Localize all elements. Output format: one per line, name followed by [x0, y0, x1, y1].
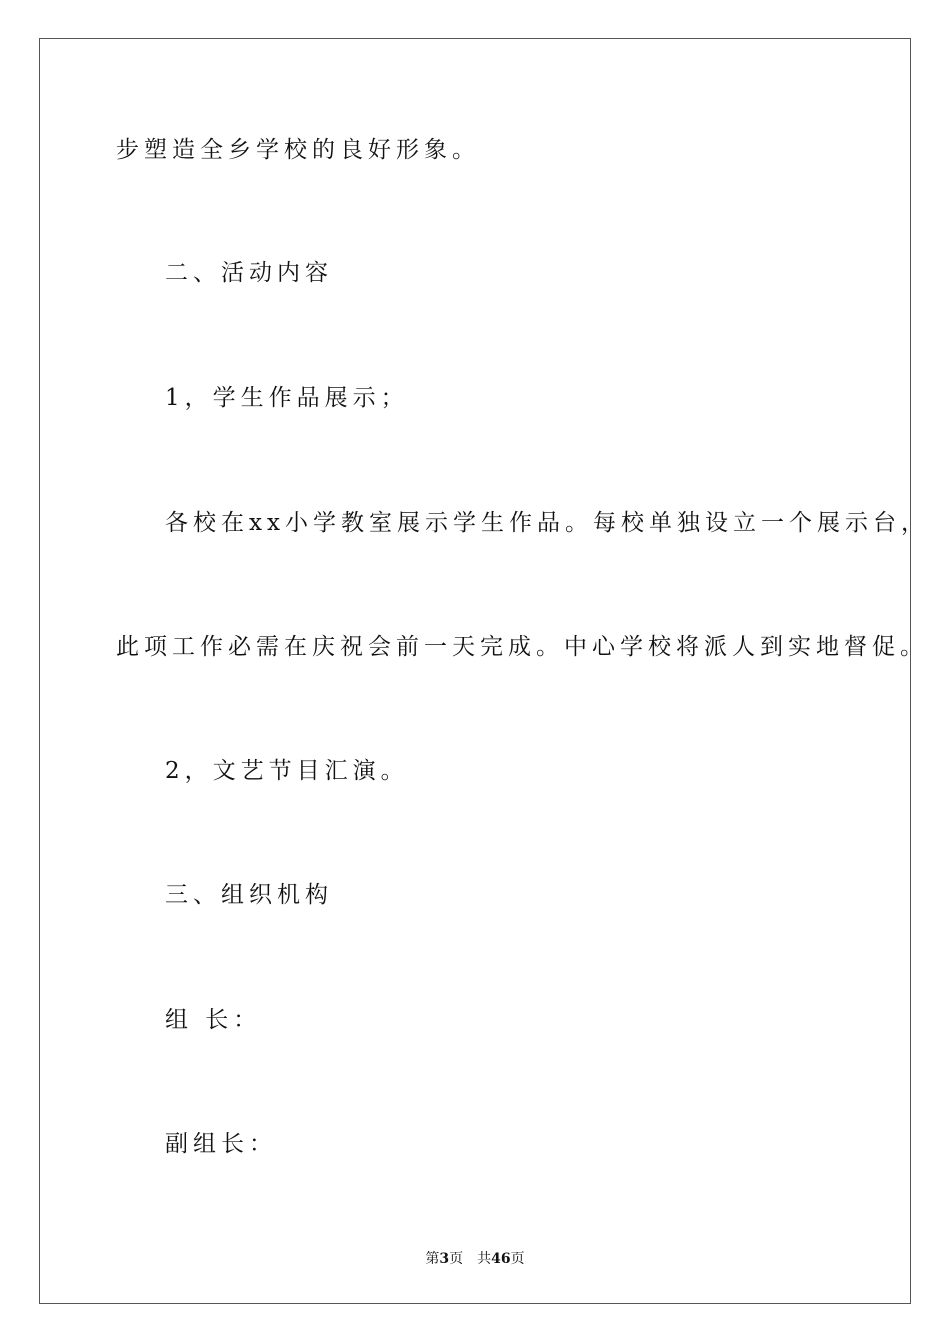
role-label: 组 长： — [165, 1007, 262, 1033]
body-text-line: 步塑造全乡学校的良好形象。 — [116, 137, 480, 163]
page-suffix: 页 — [449, 1251, 464, 1267]
page-prefix: 第 — [425, 1251, 440, 1267]
role-label: 副组长： — [165, 1131, 277, 1157]
page-footer — [0, 1248, 950, 1268]
list-item-heading: 1，学生作品展示； — [165, 385, 409, 411]
page-frame — [39, 38, 911, 1304]
list-item-heading: 2，文艺节目汇演。 — [165, 758, 409, 784]
section-heading: 三、组织机构 — [165, 882, 333, 908]
total-pages: 46 — [491, 1251, 511, 1267]
total-prefix: 共 — [477, 1251, 492, 1267]
total-suffix: 页 — [510, 1251, 525, 1267]
section-heading: 二、活动内容 — [165, 260, 333, 286]
body-text-line: 各校在xx小学教室展示学生作品。每校单独设立一个展示台， — [165, 510, 929, 536]
body-text-line: 此项工作必需在庆祝会前一天完成。中心学校将派人到实地督促。 — [116, 634, 928, 660]
page-number: 3 — [439, 1251, 450, 1267]
